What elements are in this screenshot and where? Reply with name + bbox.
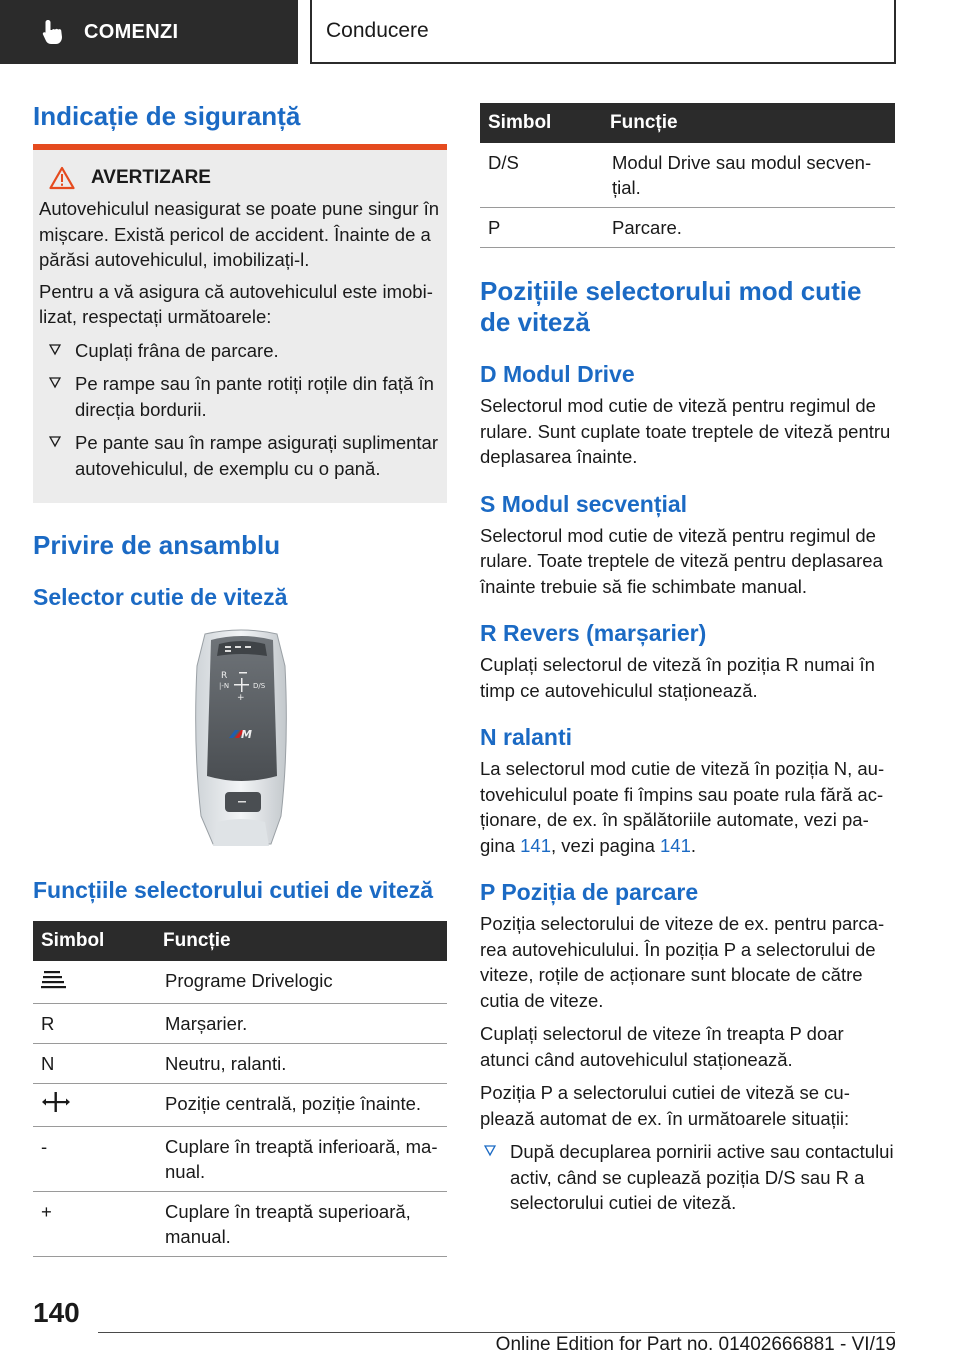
list-item: După decuplarea pornirii active sau contactului activ, când se cuplează poziția D/S sau R a selectorului cutiei de viteză.	[480, 1139, 895, 1216]
park-text-3: Poziția P a selectorului cutiei de viteză se cuplează automat de ex. în următoarele situații:	[480, 1082, 850, 1129]
col-function-header: Funcție	[604, 103, 895, 143]
svg-text:D/S: D/S	[253, 682, 266, 690]
warning-paragraph-2: Pentru a vă asigura că autovehiculul este imobilizat, respectați următoarele:	[39, 280, 433, 327]
chapter-tab-label: COMENZI	[84, 20, 179, 43]
park-heading: P Poziția de parcare	[480, 879, 699, 905]
sequential-mode-text: Selectorul mod cutie de viteză pentru regimul de rulare. Toate treptele de viteză pentru deplasarea înainte trebuie să fie schimbate manual.	[480, 524, 883, 597]
triangle-bullet-icon	[49, 377, 61, 389]
chapter-tab[interactable]	[0, 0, 298, 64]
table-row: N Neutru, ralanti.	[33, 1044, 447, 1084]
list-item: Pe rampe sau în pante rotiți roțile din față în direcția bordurii.	[39, 371, 441, 422]
edition-footer: Online Edition for Part no. 01402666881 - VI/19	[495, 1334, 896, 1355]
mode-table	[480, 103, 895, 248]
table-row: Poziție centrală, poziție înainte.	[33, 1084, 447, 1127]
triangle-bullet-icon	[484, 1145, 496, 1157]
warning-box	[33, 144, 447, 503]
warning-title	[41, 166, 441, 190]
footer-divider	[98, 1332, 895, 1333]
center-position-icon	[41, 1091, 71, 1113]
overview-heading: Privire de ansamblu	[33, 530, 281, 560]
functions-table	[33, 921, 447, 1257]
sequential-mode-heading: S Modul secvențial	[480, 490, 688, 517]
park-text-1: Poziția selectorului de viteze de ex. pentru parcarea autovehiculului. În poziția P a selectorului de viteze, roțile de acționare sunt blocate de către cutia de viteze.	[480, 913, 885, 1011]
neutral-heading: N ralanti	[480, 724, 573, 750]
svg-text:M: M	[241, 728, 252, 741]
table-row: D/S Modul Drive sau modul secvențial.	[480, 143, 895, 208]
gear-selector-image	[33, 626, 447, 846]
table-row: + Cuplare în treaptă superioară, manual.	[33, 1192, 447, 1257]
warning-paragraph-1: Autovehiculul neasigurat se poate pune singur în mișcare. Există pericol de accident. Înainte de a părăsi autovehiculul, imobilizați-l.	[39, 198, 440, 270]
functions-heading: Funcțiile selectorului cutiei de viteză	[33, 877, 434, 903]
page-number: 140	[33, 1297, 80, 1328]
col-symbol-header: Simbol	[33, 921, 157, 961]
drive-mode-text: Selectorul mod cutie de viteză pentru regimul de rulare. Sunt cuplate toate treptele de viteză pentru deplasarea înainte.	[480, 395, 891, 467]
safety-heading: Indicație de siguranță	[33, 101, 301, 131]
neutral-text: La selectorul mod cutie de viteză în poziția N, autovehiculul poate fi împins sau poate rula fără acționare, de ex. în spălătoriile automate, vezi pagina 141, vezi pagina 141.	[480, 758, 885, 856]
right-column	[480, 103, 895, 1224]
col-function-header: Funcție	[157, 921, 447, 961]
gear-selector-illustration	[33, 626, 447, 846]
triangle-bullet-icon	[49, 436, 61, 448]
list-item: Cuplați frâna de parcare.	[39, 338, 441, 364]
svg-text:R: R	[221, 671, 228, 681]
section-title: Conducere	[310, 0, 896, 64]
page-header	[0, 0, 960, 66]
table-row: R Marșarier.	[33, 1004, 447, 1044]
triangle-bullet-icon	[49, 344, 61, 356]
page-link-141[interactable]: 141	[520, 834, 551, 856]
warning-triangle-icon	[49, 166, 75, 190]
table-header-row	[480, 103, 895, 143]
left-column	[33, 100, 447, 1257]
reverse-heading: R Revers (marșarier)	[480, 620, 707, 646]
table-header-row	[33, 921, 447, 961]
drivelogic-icon	[41, 968, 67, 990]
park-text-2: Cuplați selectorul de viteze în treapta P doar atunci când autovehiculul staționează.	[480, 1023, 844, 1070]
table-row: P Parcare.	[480, 208, 895, 248]
warning-list	[39, 338, 441, 482]
gear-selector-heading: Selector cutie de viteză	[33, 584, 288, 610]
drive-mode-heading: D Modul Drive	[480, 361, 635, 387]
positions-heading: Pozițiile selectorului mod cutie de viteză	[480, 276, 862, 337]
table-row: - Cuplare în treaptă inferioară, manual.	[33, 1127, 447, 1192]
park-list	[480, 1139, 895, 1216]
table-row: Programe Drivelogic	[33, 961, 447, 1004]
page-link-141-second[interactable]: 141	[660, 834, 691, 856]
hand-pointer-icon	[38, 17, 68, 47]
reverse-text: Cuplați selectorul de viteză în poziția R numai în timp ce autovehiculul staționează.	[480, 654, 875, 701]
list-item: Pe pante sau în rampe asigurați suplimentar autovehiculul, de exemplu cu o pană.	[39, 430, 441, 481]
col-symbol-header: Simbol	[480, 103, 604, 143]
warning-label: AVERTIZARE	[91, 167, 211, 188]
svg-text:|-N: |-N	[219, 682, 230, 690]
svg-text:+: +	[237, 693, 245, 703]
